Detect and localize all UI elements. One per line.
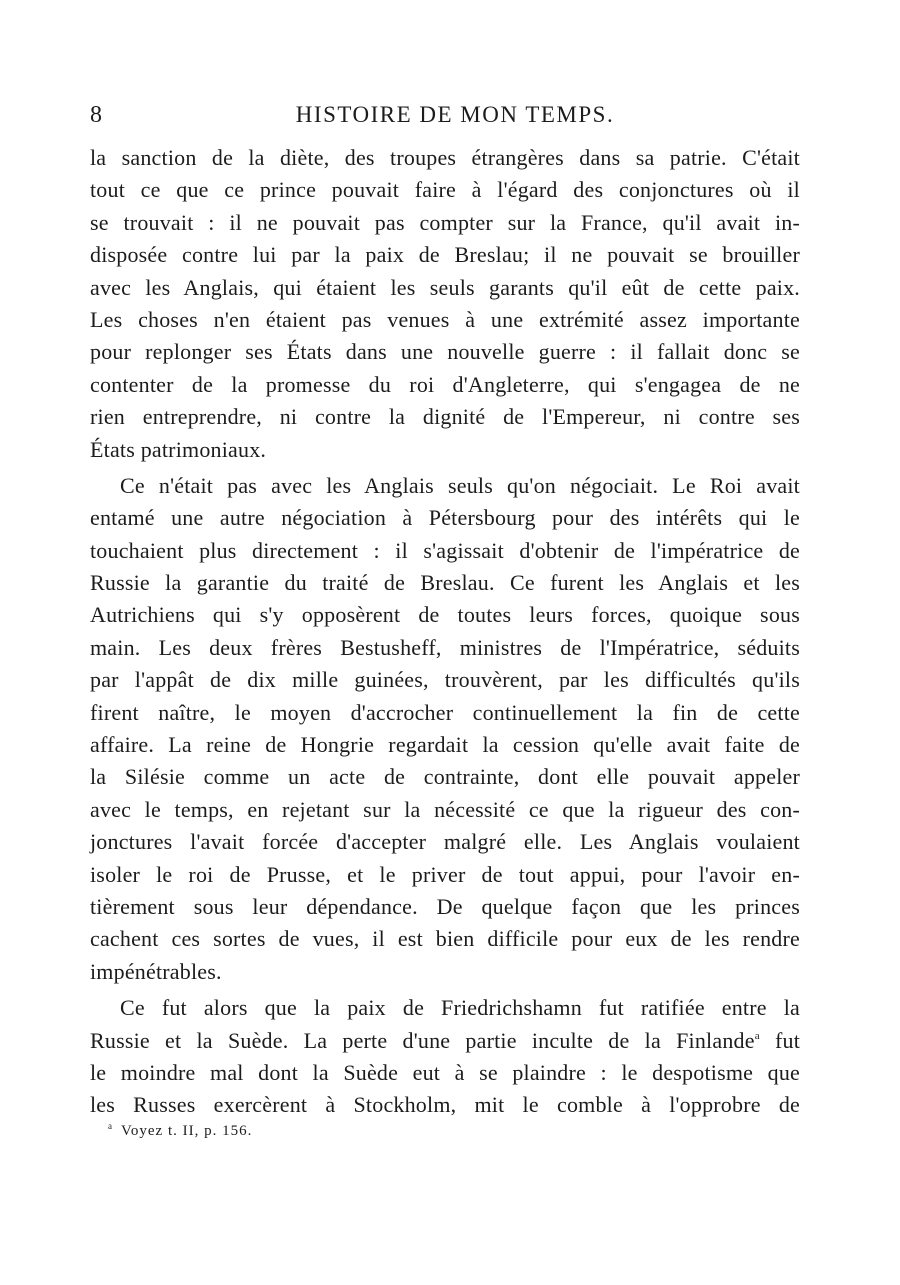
page-number: 8 [90, 102, 102, 128]
text-line: Ce fut alors que la paix de Friedrichshamn fut ratifiée entre la [120, 995, 800, 1021]
text-line: la sanction de la diète, des troupes étrangères dans sa patrie. C'était [90, 145, 800, 170]
text-line: impénétrables. [90, 958, 222, 984]
text-line: Les choses n'en étaient pas venues à une extrémité assez importante [90, 306, 800, 332]
text-line: isoler le roi de Prusse, et le priver de tout appui, pour l'avoir en- [90, 861, 800, 887]
text-line: tièrement sous leur dépendance. De quelque façon que les princes [90, 893, 800, 919]
text-line: le moindre mal dont la Suède eut à se plaindre : le despotisme que [90, 1059, 800, 1085]
footnote-reference[interactable]: a [754, 1029, 760, 1042]
text-line: jonctures l'avait forcée d'accepter malgré elle. Les Anglais voulaient [90, 829, 800, 855]
text-line: Russie la garantie du traité de Breslau. Ce furent les Anglais et les [90, 570, 800, 596]
text-line: États patrimoniaux. [90, 436, 267, 462]
body-text [90, 142, 800, 1122]
text-line: les Russes exercèrent à Stockholm, mit le comble à l'opprobre de [90, 1092, 800, 1118]
text-line: main. Les deux frères Bestusheff, ministres de l'Impératrice, séduits [90, 634, 800, 660]
footnote-marker: a [108, 1121, 113, 1131]
text-line: disposée contre lui par la paix de Breslau; il ne pouvait se brouiller [90, 242, 800, 268]
text-line: rien entreprendre, ni contre la dignité de l'Empereur, ni contre ses [90, 404, 800, 430]
text-line: Autrichiens qui s'y opposèrent de toutes leurs forces, quoique sous [90, 602, 800, 628]
text-line: tout ce que ce prince pouvait faire à l'égard des conjonctures où il [90, 177, 800, 203]
text-line: par l'appât de dix mille guinées, trouvèrent, par les difficultés qu'ils [90, 667, 800, 693]
text-line: contenter de la promesse du roi d'Angleterre, qui s'engagea de ne [90, 371, 800, 397]
paragraph-3 [90, 992, 800, 1122]
text-line: avec le temps, en rejetant sur la nécessité ce que la rigueur des con- [90, 796, 800, 822]
text-line: pour replonger ses États dans une nouvelle guerre : il fallait donc se [90, 339, 800, 365]
text-line-part: Russie et la Suède. La perte d'une partie inculte de la Finlande [90, 1027, 755, 1053]
footnote-text: Voyez t. II, p. 156. [121, 1123, 253, 1139]
text-line: touchaient plus directement : il s'agissait d'obtenir de l'impératrice de [90, 537, 800, 563]
text-line-with-note [90, 1025, 800, 1057]
text-line: Ce n'était pas avec les Anglais seuls qu'on négociait. Le Roi avait [120, 472, 800, 498]
text-line: se trouvait : il ne pouvait pas compter sur la France, qu'il avait in- [90, 209, 800, 235]
text-line-tail: fut [774, 1027, 801, 1053]
footnote [108, 1120, 252, 1142]
paragraph-2 [90, 470, 800, 988]
paragraph-1 [90, 142, 800, 466]
running-title: HISTOIRE DE MON TEMPS. [295, 102, 615, 127]
text-line: firent naître, le moyen d'accrocher continuellement la fin de cette [90, 699, 800, 725]
text-line: entamé une autre négociation à Pétersbourg pour des intérêts qui le [90, 505, 800, 531]
text-line: affaire. La reine de Hongrie regardait la cession qu'elle avait faite de [90, 732, 800, 758]
text-line: cachent ces sortes de vues, il est bien difficile pour eux de les rendre [90, 926, 800, 952]
text-line: la Silésie comme un acte de contrainte, dont elle pouvait appeler [90, 764, 800, 790]
text-line: avec les Anglais, qui étaient les seuls garants qu'il eût de cette paix. [90, 274, 800, 300]
